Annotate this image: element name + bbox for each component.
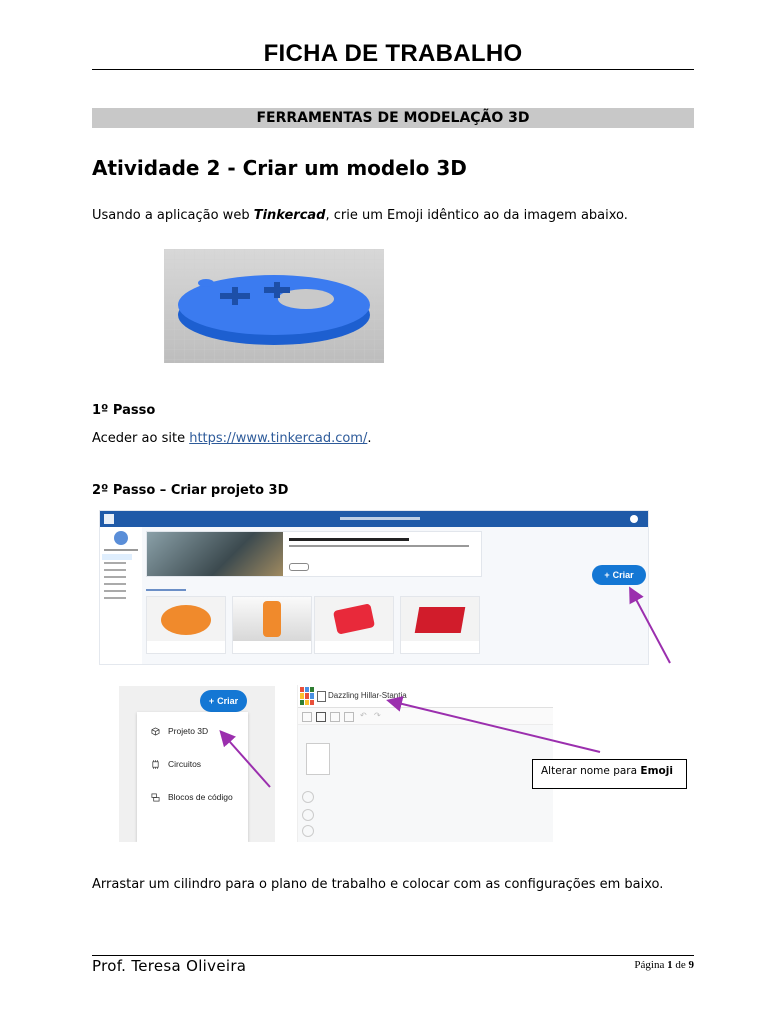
menu-item-circuitos[interactable] xyxy=(151,759,201,769)
workplane-area[interactable] xyxy=(298,725,553,842)
menu-item-label: Blocos de código xyxy=(168,792,233,802)
editor-header xyxy=(298,685,553,708)
list-icon xyxy=(317,691,326,702)
chip-icon xyxy=(151,760,160,769)
app-name: Tinkercad xyxy=(253,208,326,223)
section-band: FERRAMENTAS DE MODELAÇÃO 3D xyxy=(92,108,694,128)
editor-screenshot xyxy=(297,685,553,842)
intro-text-before: Usando a aplicação web xyxy=(92,208,254,223)
orange-tube-thumb xyxy=(263,601,281,637)
page-word: Página xyxy=(634,959,665,971)
menu-item-label: Circuitos xyxy=(168,759,202,769)
dashboard-sidebar xyxy=(100,527,142,665)
dashboard-top-bar xyxy=(100,511,649,527)
undo-icon[interactable]: ↶ xyxy=(360,711,367,720)
design-card[interactable] xyxy=(146,596,226,654)
design-card[interactable] xyxy=(314,596,394,654)
code-blocks-icon xyxy=(151,793,160,802)
footer-author: Prof. Teresa Oliveira xyxy=(92,957,247,975)
paste-icon[interactable] xyxy=(316,712,326,722)
redo-icon[interactable]: ↷ xyxy=(374,711,381,720)
zoom-in-icon[interactable] xyxy=(302,825,314,837)
criar-button[interactable] xyxy=(592,565,646,585)
emoji-model-image xyxy=(164,249,384,363)
rename-callout xyxy=(532,759,687,789)
activity-heading: Atividade 2 - Criar um modelo 3D xyxy=(92,156,467,180)
criar-dropdown xyxy=(137,712,248,842)
drag-cylinder-instruction: Arrastar um cilindro para o plano de trabalho e colocar com as configurações em baixo. xyxy=(92,877,664,892)
design-card[interactable] xyxy=(232,596,312,654)
step-1-text-after: . xyxy=(367,431,372,446)
fit-view-icon[interactable] xyxy=(302,809,314,821)
dashboard-banner xyxy=(146,531,482,577)
view-cube-icon[interactable] xyxy=(306,743,330,775)
avatar-icon xyxy=(630,515,638,523)
page-number xyxy=(634,959,694,971)
step-1-text-before: Aceder ao site xyxy=(92,431,190,446)
delete-icon[interactable] xyxy=(344,712,354,722)
title-divider xyxy=(92,69,694,70)
menu-criar-label: Criar xyxy=(217,696,239,706)
step-1-text xyxy=(92,431,372,446)
intro-paragraph xyxy=(92,208,628,223)
footer-divider xyxy=(92,955,694,956)
user-avatar-icon xyxy=(114,531,128,545)
menu-item-projeto-3d[interactable] xyxy=(151,726,208,736)
cube-icon xyxy=(151,727,160,736)
home-view-icon[interactable] xyxy=(302,791,314,803)
editor-toolbar xyxy=(298,708,553,725)
document-title: FICHA DE TRABALHO xyxy=(263,40,523,67)
criar-menu-screenshot xyxy=(119,686,275,842)
orange-disc-thumb xyxy=(161,605,211,635)
intro-text-after: , crie um Emoji idêntico ao da imagem abaixo. xyxy=(325,208,628,223)
callout-text: Alterar nome para xyxy=(541,765,641,777)
menu-item-blocos-de-codigo[interactable] xyxy=(151,792,233,802)
tinkercad-logo-icon xyxy=(104,514,114,524)
tinkercad-dashboard-screenshot xyxy=(99,510,649,665)
banner-robot-image xyxy=(147,532,283,576)
duplicate-icon[interactable] xyxy=(330,712,340,722)
plus-icon: + xyxy=(208,696,215,706)
tinkercad-logo-icon xyxy=(300,687,314,705)
tinkercad-link[interactable]: https://www.tinkercad.com/ xyxy=(189,431,368,446)
copy-icon[interactable] xyxy=(302,712,312,722)
design-name[interactable]: Dazzling Hillar-Stantia xyxy=(328,691,407,700)
design-card[interactable] xyxy=(400,596,480,654)
nav-links-icon xyxy=(340,517,420,520)
page-of: de xyxy=(675,959,686,971)
plus-icon: + xyxy=(604,570,610,580)
step-2-heading: 2º Passo – Criar projeto 3D xyxy=(92,483,289,498)
criar-button-label: Criar xyxy=(612,570,634,580)
menu-item-label: Projeto 3D xyxy=(168,726,209,736)
page-total: 9 xyxy=(688,959,694,971)
callout-emphasis: Emoji xyxy=(640,765,673,777)
page-current: 1 xyxy=(667,959,673,971)
red-block-thumb xyxy=(415,607,466,633)
menu-criar-button[interactable] xyxy=(200,690,247,712)
red-tag-thumb xyxy=(333,603,375,634)
step-1-heading: 1º Passo xyxy=(92,403,156,418)
